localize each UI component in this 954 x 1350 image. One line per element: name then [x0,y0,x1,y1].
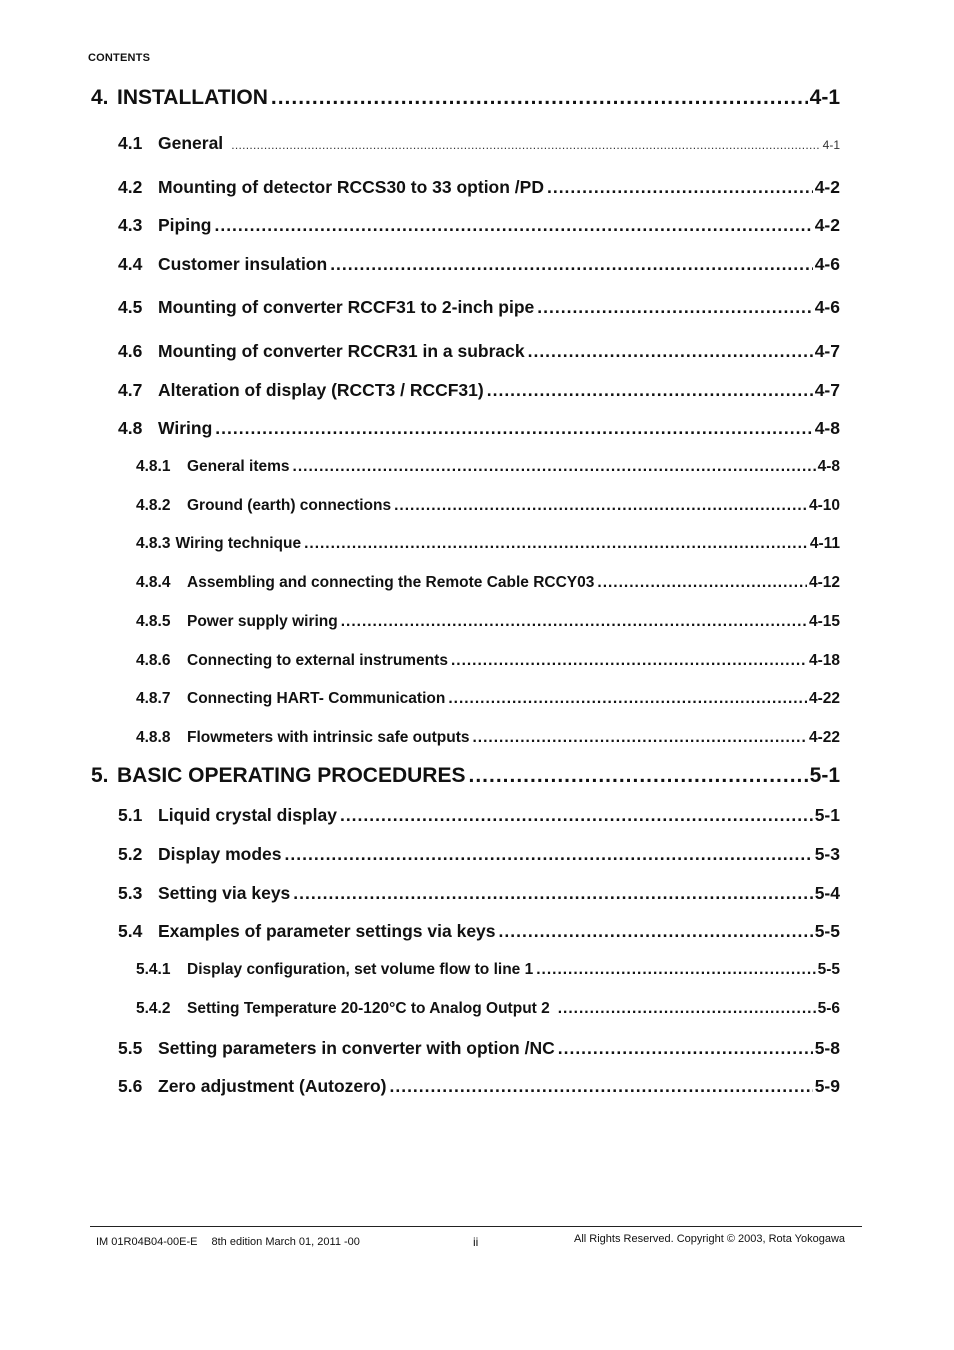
dot-leader [285,844,813,865]
toc-subsection-4-8-4[interactable] [136,574,840,592]
toc-page: 4-8 [817,458,840,475]
toc-title: Mounting of detector RCCS30 to 33 option /PD [158,177,544,197]
toc-title: Wiring [158,418,213,438]
toc-page: 4-1 [809,86,840,109]
toc-section-4-4[interactable] [118,254,840,275]
toc-section-4-6[interactable] [118,341,840,362]
toc-title: Ground (earth) connections [187,497,392,514]
toc-page: 5-8 [814,1038,840,1058]
toc-page: 5-6 [817,1000,840,1017]
dot-leader [472,729,806,747]
toc-title: Setting Temperature 20-120°C to Analog Output 2 [187,1000,550,1017]
toc-page: 5-9 [814,1076,840,1096]
toc-number: 4.8.7 [136,690,171,707]
toc-number: 4. [91,86,109,109]
toc-page: 5-5 [817,961,840,978]
dot-leader [558,1038,813,1059]
dot-leader [293,883,812,904]
toc-chapter-4[interactable] [91,86,840,110]
toc-subsection-4-8-6[interactable] [136,652,840,670]
toc-title: Mounting of converter RCCF31 to 2-inch pipe [158,297,535,317]
page-number: ii [473,1235,479,1249]
toc-number: 5.6 [118,1076,143,1096]
toc-number: 5.4.2 [136,1000,171,1017]
toc-title: Mounting of converter RCCR31 in a subrack [158,341,525,361]
toc-title: Power supply wiring [187,613,338,630]
toc-page: 5-1 [809,764,840,787]
toc-title: General [158,133,224,153]
toc-page: 5-1 [814,805,840,825]
toc-section-5-5[interactable] [118,1038,840,1059]
toc-page: 4-12 [808,574,840,591]
dot-leader [231,138,820,152]
toc-page: 5-4 [814,883,840,903]
dot-leader [536,961,815,979]
toc-title: Connecting HART- Communication [187,690,446,707]
toc-title: Piping [158,215,212,235]
toc-number: 4.2 [118,177,143,197]
document-id: IM 01R04B04-00E-E [96,1236,198,1248]
dot-leader [389,1076,812,1097]
dot-leader [448,690,807,708]
toc-title: General items [187,458,290,475]
toc-number: 5. [91,764,109,787]
toc-page: 4-22 [808,729,840,746]
toc-title: Assembling and connecting the Remote Cable RCCY03 [187,574,595,591]
toc-number: 4.7 [118,380,143,400]
dot-leader [558,1000,816,1018]
toc-subsection-4-8-3[interactable] [136,535,840,553]
toc-number: 4.1 [118,133,143,153]
toc-title: BASIC OPERATING PROCEDURES [117,764,466,787]
toc-title: Alteration of display (RCCT3 / RCCF31) [158,380,484,400]
toc-page: 4-11 [809,535,840,552]
toc-number: 4.6 [118,341,143,361]
toc-page: 4-8 [814,418,840,438]
toc-title: Examples of parameter settings via keys [158,921,496,941]
running-header: CONTENTS [88,52,151,64]
dot-leader [293,458,816,476]
toc-page: 4-1 [822,138,840,152]
dot-leader [528,341,813,362]
toc-number: 4.4 [118,254,143,274]
toc-page: 4-7 [814,341,840,361]
toc-page: 4-22 [808,690,840,707]
toc-page: 4-7 [814,380,840,400]
toc-page: 5-3 [814,844,840,864]
dot-leader [597,574,807,592]
dot-leader [304,535,808,553]
toc-page: 4-18 [808,652,840,669]
toc-number: 4.8.3 [136,535,171,552]
toc-subsection-4-8-2[interactable] [136,497,840,515]
dot-leader [468,764,807,788]
toc-page: 5-5 [814,921,840,941]
toc-number: 5.4 [118,921,143,941]
toc-page: 4-6 [814,297,840,317]
toc-page: 4-15 [808,613,840,630]
toc-number: 5.3 [118,883,143,903]
toc-subsection-4-8-1[interactable] [136,458,840,476]
toc-section-5-3[interactable] [118,883,840,904]
toc-subsection-5-4-1[interactable] [136,961,840,979]
dot-leader [537,297,812,318]
toc-subsection-4-8-7[interactable] [136,690,840,708]
dot-leader [271,86,808,110]
dot-leader [451,652,807,670]
toc-section-5-2[interactable] [118,844,840,865]
toc-number: 5.5 [118,1038,143,1058]
toc-chapter-5[interactable] [91,764,840,788]
toc-title: Connecting to external instruments [187,652,448,669]
footer-divider [90,1226,862,1227]
toc-number: 4.8.6 [136,652,171,669]
dot-leader [341,613,807,631]
toc-title: Display configuration, set volume flow to line 1 [187,961,534,978]
edition-info: 8th edition March 01, 2011 -00 [211,1236,360,1248]
toc-number: 4.8.2 [136,497,171,514]
toc-title: Customer insulation [158,254,328,274]
dot-leader [340,805,813,826]
footer-document-info [96,1236,360,1248]
toc-title: Flowmeters with intrinsic safe outputs [187,729,470,746]
toc-number: 4.8.4 [136,574,171,591]
toc-section-4-8[interactable] [118,418,840,439]
toc-section-5-4[interactable] [118,921,840,942]
toc-title: Zero adjustment (Autozero) [158,1076,387,1096]
toc-section-4-5[interactable] [118,297,840,318]
dot-leader [214,215,812,236]
toc-title: Wiring technique [175,535,302,552]
toc-section-5-6[interactable] [118,1076,840,1097]
toc-page: 4-2 [814,177,840,197]
dot-leader [394,497,807,515]
toc-section-4-7[interactable] [118,380,840,401]
dot-leader [547,177,813,198]
toc-title: Setting via keys [158,883,291,903]
toc-number: 4.8.1 [136,458,171,475]
toc-subsection-4-8-8[interactable] [136,729,840,747]
toc-number: 5.1 [118,805,143,825]
toc-number: 4.8.8 [136,729,171,746]
toc-title: Display modes [158,844,282,864]
toc-number: 4.5 [118,297,143,317]
dot-leader [330,254,813,275]
toc-title: Setting parameters in converter with option /NC [158,1038,555,1058]
toc-subsection-5-4-2[interactable] [136,1000,840,1018]
toc-title: INSTALLATION [117,86,268,109]
toc-page: 4-2 [814,215,840,235]
toc-number: 4.3 [118,215,143,235]
toc-number: 5.4.1 [136,961,171,978]
toc-number: 4.8 [118,418,143,438]
copyright-notice: All Rights Reserved. Copyright © 2003, Rota Yokogawa [574,1233,846,1245]
toc-number: 4.8.5 [136,613,171,630]
toc-section-4-2[interactable] [118,177,840,198]
toc-page: 4-10 [808,497,840,514]
toc-section-4-3[interactable] [118,215,840,236]
toc-section-4-1[interactable] [118,133,840,154]
toc-number: 5.2 [118,844,143,864]
dot-leader [215,418,812,439]
toc-page: 4-6 [814,254,840,274]
toc-section-5-1[interactable] [118,805,840,826]
toc-subsection-4-8-5[interactable] [136,613,840,631]
dot-leader [499,921,813,942]
dot-leader [487,380,813,401]
toc-title: Liquid crystal display [158,805,337,825]
